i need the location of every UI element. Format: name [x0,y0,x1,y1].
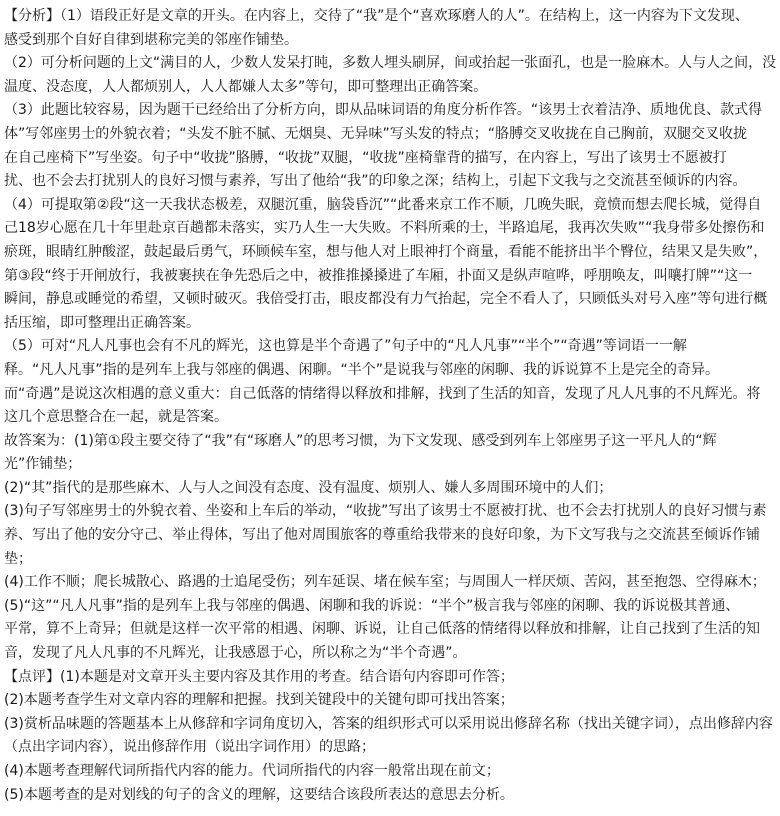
text-line: 感受到那个自好自律到堪称完美的邻座作铺垫。 [4,31,298,48]
text-line: (5)本题考查的是对划线的句子的含义的理解，这要结合该段所表达的意思去分析。 [4,786,514,803]
text-line: 瞬间，静息或睡觉的希望，又顿时破灭。我倍受打击，眼皮都没有力气抬起，完全不看人了，只顾低头对号入座”等句进行概 [4,291,768,308]
text-line: 在自己座椅下”写坐姿。句子中“收拢”胳膊，“收拢”双腿，“收拢”座椅靠背的描写，在内容上，写出了该男士不愿被打 [4,149,727,166]
text-line: (2)“其”指代的是那些麻木、人与人之间没有态度、没有温度、烦别人、嫌人多周围环境中的人们； [4,479,613,496]
text-line: 释。“凡人凡事”指的是列车上我与邻座的偶遇、闲聊。“半个”是说我与邻座的闲聊、我的诉说算不上是完全的奇异。 [4,361,720,378]
text-line: （点出字词内容），说出修辞作用（说出字词作用）的思路； [4,739,375,756]
text-line: 【点评】(1)本题是对文章开头主要内容及其作用的考查。结合语句内容即可作答； [4,668,514,685]
text-line: 瘀斑，眼睛红肿酸涩，鼓起最后勇气，环顾候车室，想与他人对上眼神打个商量，看能不能挤出半个臀位，结果又是失败”， [4,243,768,260]
text-line: (4)工作不顺；爬长城散心、路遇的士追尾受伤；列车延误、堵在候车室；与周围人一样厌烦、苦闷，甚至抱怨、空得麻木； [4,574,766,591]
text-line: 扰、也不会去打扰别人的良好习惯与素养，写出了他给“我”的印象之深；结构上，引起下文我与之交流甚至倾诉的内容。 [4,173,747,190]
text-line: 垫； [4,550,32,567]
text-line: (3)赏析品味题的答题基本上从修辞和字词角度切入，答案的组织形式可以采用说出修辞名称（找出关键字词），点出修辞内容 [4,715,773,732]
text-line: 光”作铺垫； [4,456,82,473]
text-line: 音，发现了凡人凡事的不凡辉光，让我感恩于心，所以称之为“半个奇遇”。 [4,645,467,662]
text-line: (3)句子写邻座男士的外貌衣着、坐姿和上车后的举动，“收拢”写出了该男士不愿被打扰、也不会去打扰别人的良好习惯与素 [4,503,767,520]
text-line: 体”写邻座男士的外貌衣着；“头发不脏不腻、无烟臭、无异味”写头发的特点；“胳膊交叉收拢在自己胸前，双腿交叉收拢 [4,125,748,142]
text-line: （5）可对“凡人凡事也会有不凡的辉光，这也算是半个奇遇了”句子中的“凡人凡事”“半个”“奇遇”等词语一一解 [4,338,687,355]
text-line: (4)本题考查理解代词所指代内容的能力。代词所指代的内容一般常出现在前文； [4,763,500,779]
text-line: 己18岁心愿在几十年里赴京百趟都未落实，实乃人生一大失败。不料所乘的士，半路追尾，我再次失败”“我身带多处擦伤和 [4,220,765,237]
text-line: 故答案为：(1)第①段主要交待了“我”有“琢磨人”的思考习惯，为下文发现、感受到列车上邻座男子这一平凡人的“辉 [4,432,717,449]
text-line: 温度、没态度，人人都烦别人，人人都嫌人太多”等句，即可整理出正确答案。 [4,78,488,95]
text-line: 平常，算不上奇异；但就是这样一次平常的相遇、闲聊、诉说，让自己低落的情绪得以释放和排解，让自己找到了生活的知 [4,621,760,638]
text-line: 括压缩，即可整理出正确答案。 [4,314,200,331]
text-line: （4）可提取第②段“这一天我状态极差，双腿沉重，脑袋昏沉”“此番来京工作不顺，几晚失眠，竟愤而想去爬长城，觉得自 [4,196,762,213]
text-line: 养、写出了他的安分守己、举止得体，写出了他对周围旅客的尊重给我带来的良好印象，为下文写我与之交流甚至倾诉作铺 [4,527,760,544]
text-line: （3）此题比较容易，因为题干已经给出了分析方向，即从品味词语的角度分析作答。“该男士衣着洁净、质地优良、款式得 [4,102,763,119]
text-line: 【分析】（1）语段正好是文章的开头。在内容上，交待了“我”是个“喜欢琢磨人的人”。在结构上，这一内容为下文发现、 [4,8,749,24]
text-line: 第③段“终于开闸放行，我被裹挟在争先恐后之中，被推推搡搡进了车厢，扑面又是纵声喧哗，呼朋唤友，叫嚷打牌”“这一 [4,267,753,284]
text-line: （2）可分析问题的上文“满目的人，少数人发呆打盹，多数人埋头刷屏，间或抬起一张面孔，也是一脸麻木。人与人之间，没 [4,55,777,72]
text-line: (2)本题考查学生对文章内容的理解和把握。找到关键段中的关键句即可找出答案； [4,692,514,709]
text-line: (5)“这”“凡人凡事”指的是列车上我与邻座的偶遇、闲聊和我的诉说：“半个”极言我与邻座的闲聊、我的诉说极其普通、 [4,597,740,614]
text-line: 而“奇遇”是说这次相遇的意义重大：自己低落的情绪得以释放和排解，找到了生活的知音，发现了凡人凡事的不凡辉光。将 [4,385,761,402]
text-line: 这几个意思整合在一起，就是答案。 [4,409,228,426]
